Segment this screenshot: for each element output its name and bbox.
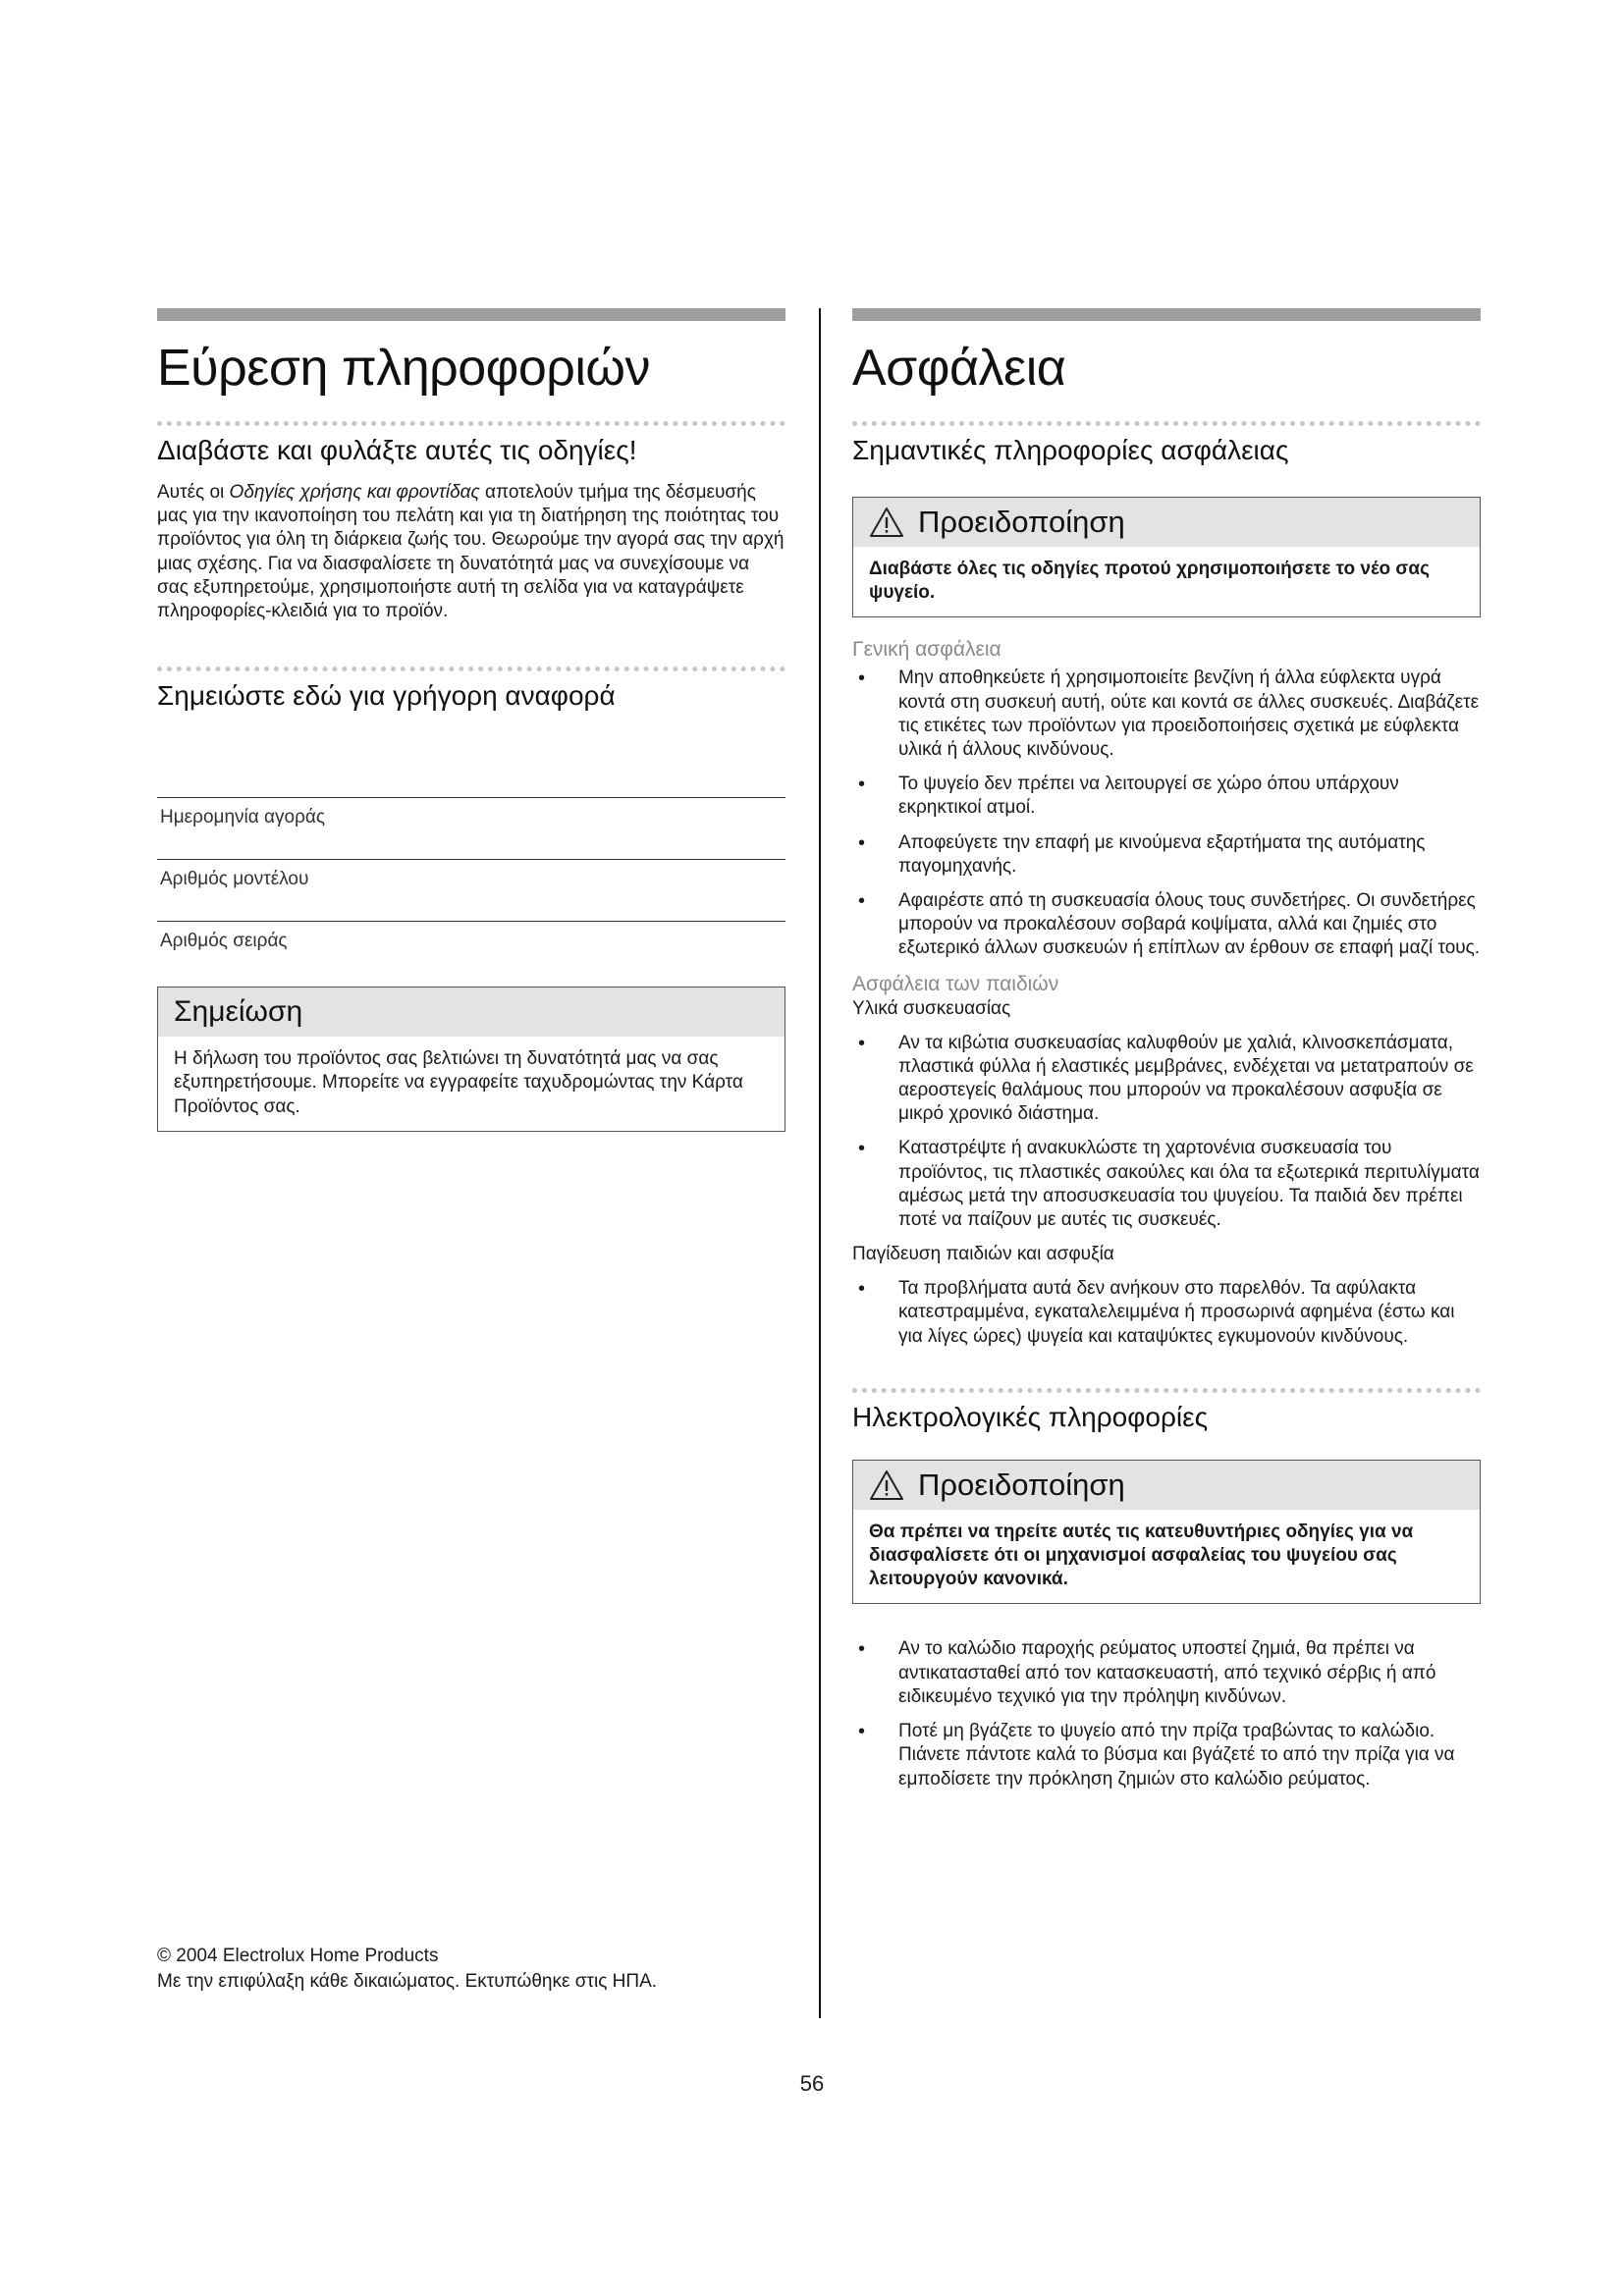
footer <box>157 1944 657 1995</box>
serial-number-label: Αριθμός σειράς <box>160 931 288 952</box>
record-fields <box>157 764 785 953</box>
general-safety-list <box>852 667 1481 960</box>
model-number-label: Αριθμός μοντέλου <box>160 869 309 890</box>
purchase-date-field[interactable] <box>157 764 785 798</box>
general-safety-heading: Γενική ασφάλεια <box>852 638 1001 662</box>
warning-box-header <box>853 498 1480 547</box>
warning-text: Διαβάστε όλες τις οδηγίες προτού χρησιμοποιήσετε το νέο σας ψυγείο. <box>869 559 1430 604</box>
warning-box-read <box>852 497 1481 617</box>
dotted-divider <box>852 421 1481 426</box>
list-item: • Αν το καλώδιο παροχής ρεύματος υποστεί ζημιά, θα πρέπει να αντικατασταθεί από τον κατασκευαστή, από τεχνικό σέρβις ή από ειδικευμένο τεχνικό για την πρόληψη κινδύνων. <box>852 1637 1481 1709</box>
warning-title: Προειδοποίηση <box>918 505 1125 539</box>
warning-triangle-icon <box>869 507 904 538</box>
note-box <box>157 987 785 1132</box>
electrical-info-heading: Ηλεκτρολογικές πληροφορίες <box>852 1401 1209 1432</box>
page-title-right: Ασφάλεια <box>852 340 1066 397</box>
important-safety-heading: Σημαντικές πληροφορίες ασφάλειας <box>852 435 1289 465</box>
child-safety-heading: Ασφάλεια των παιδιών <box>852 972 1059 995</box>
warning-triangle-icon <box>869 1469 904 1501</box>
list-item: • Το ψυγείο δεν πρέπει να λειτουργεί σε χώρο όπου υπάρχουν εκρηκτικοί ατμοί. <box>852 773 1481 820</box>
dotted-divider <box>852 1388 1481 1393</box>
copyright-text: © 2004 Electrolux Home Products <box>157 1946 439 1966</box>
packaging-label: Υλικά συσκευασίας <box>852 997 1011 1019</box>
list-item: • Ποτέ μη βγάζετε το ψυγείο από την πρίζα τραβώντας το καλώδιο. Πιάνετε πάντοτε καλά το βύσμα και βγάζετέ το από την πρίζα για να εμποδίσετε την πρόκληση ζημιών στο καλώδιο ρεύματος. <box>852 1720 1481 1791</box>
quick-reference-heading: Σημειώστε εδώ για γρήγορη αναφορά <box>157 680 616 712</box>
dotted-divider <box>157 421 785 426</box>
list-item: • Τα προβλήματα αυτά δεν ανήκουν στο παρελθόν. Τα αφύλακτα κατεστραμμένα, εγκαταλελειμμένα ή προσωρινά αφημένα (έστω και για λίγες ώρες) ψυγεία και καταψύκτες εγκυμονούν κινδύνους. <box>852 1277 1481 1349</box>
packaging-list <box>852 1032 1481 1233</box>
section-bar <box>157 308 785 321</box>
read-instructions-heading: Διαβάστε και φυλάξτε αυτές τις οδηγίες! <box>157 435 637 465</box>
manual-name: Οδηγίες χρήσης και φροντίδας <box>229 482 480 503</box>
warning-text: Θα πρέπει να τηρείτε αυτές τις κατευθυντήριες οδηγίες για να διασφαλίσετε ότι οι μηχανισμοί ασφαλείας του ψυγείου σας λειτουργούν κανονικά. <box>869 1521 1414 1590</box>
list-item: • Καταστρέψτε ή ανακυκλώστε τη χαρτονένια συσκευασία του προϊόντος, τις πλαστικές σακούλες και όλα τα εξωτερικά περιτυλίγματα αμέσως μετά την αποσυσκευασία του ψυγείου. Τα παιδιά δεν πρέπει ποτέ να παίζουν με αυτές τις συσκευές. <box>852 1137 1481 1232</box>
entrapment-list <box>852 1277 1481 1349</box>
serial-number-field[interactable] <box>157 887 785 922</box>
dotted-divider <box>157 667 785 671</box>
warning-title: Προειδοποίηση <box>918 1467 1125 1502</box>
intro-paragraph: Αυτές οι Οδηγίες χρήσης και φροντίδας αποτελούν τμήμα της δέσμευσής μας για την ικανοποίηση του πελάτη και για τη διατήρηση της ποιότητας του προϊόντος για όλη τη διάρκεια ζωής του. Θεωρούμε την αγορά σας την αρχή μιας σχέσης. Για να διασφαλίσετε τη δυνατότητά μας να συνεχίσουμε να σας εξυπηρετούμε, χρησιμοποιήστε αυτή τη σελίδα για να καταγράψετε πληροφορίες-κλειδιά για το προϊόν. <box>157 482 785 622</box>
list-item: • Αν τα κιβώτια συσκευασίας καλυφθούν με χαλιά, κλινοσκεπάσματα, πλαστικά φύλλα ή ελαστικές μεμβράνες, ενδέχεται να μετατραπούν σε αεροστεγείς θαλάμους που μπορούν να προκαλέσουν ασφυξία σε μικρό χρονικό διάστημα. <box>852 1032 1481 1127</box>
page-title-left: Εύρεση πληροφοριών <box>157 340 651 397</box>
note-box-text: Η δήλωση του προϊόντος σας βελτιώνει τη δυνατότητά μας να σας εξυπηρετήσουμε. Μπορείτε να εγγραφείτε ταχυδρομώντας την Κάρτα Προϊόντος σας. <box>174 1048 743 1117</box>
left-column <box>157 308 785 1132</box>
right-column <box>852 308 1481 1802</box>
section-bar <box>852 308 1481 321</box>
column-divider <box>819 308 821 2018</box>
electrical-list <box>852 1637 1481 1790</box>
list-item: • Μην αποθηκεύετε ή χρησιμοποιείτε βενζίνη ή άλλα εύφλεκτα υγρά κοντά στη συσκευή αυτή, ούτε και κοντά σε άλλες συσκευές. Διαβάζετε τις ετικέτες των προϊόντων για προειδοποιήσεις σχετικά με εύφλεκτα υλικά ή άλλους κινδύνους. <box>852 667 1481 762</box>
entrapment-label: Παγίδευση παιδιών και ασφυξία <box>852 1244 1114 1265</box>
warning-box-header <box>853 1461 1480 1510</box>
warning-box-electrical <box>852 1460 1481 1605</box>
note-box-title: Σημείωση <box>158 988 785 1037</box>
list-item: • Αποφεύγετε την επαφή με κινούμενα εξαρτήματα της αυτόματης παγομηχανής. <box>852 831 1481 879</box>
list-item: • Αφαιρέστε από τη συσκευασία όλους τους συνδετήρες. Οι συνδετήρες μπορούν να προκαλέσουν σοβαρά κοψίματα, αλλά και ζημιές στο εξωτερικό άλλων συσκευών ή επίπλων αν έρθουν σε επαφή μαζί τους. <box>852 889 1481 961</box>
rights-text: Με την επιφύλαξη κάθε δικαιώματος. Εκτυπώθηκε στις ΗΠΑ. <box>157 1971 658 1992</box>
model-number-field[interactable] <box>157 826 785 860</box>
page-number: 56 <box>799 2071 825 2096</box>
purchase-date-label: Ημερομηνία αγοράς <box>160 807 326 828</box>
